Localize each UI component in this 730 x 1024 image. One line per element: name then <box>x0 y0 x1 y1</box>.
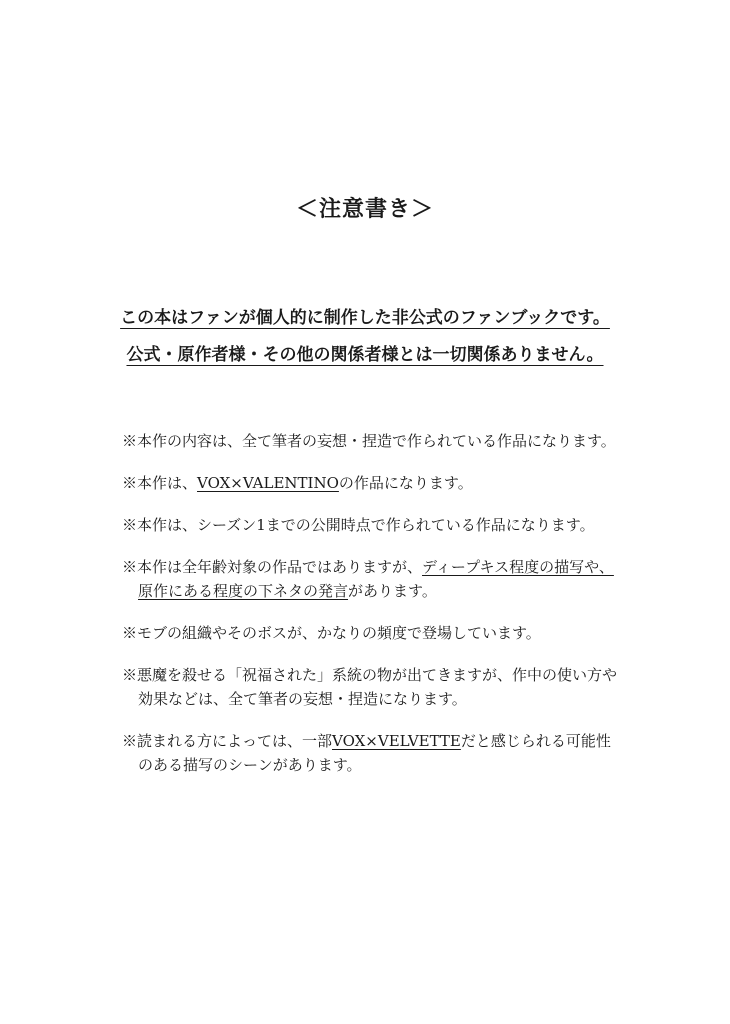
note-blessed-items <box>122 663 642 711</box>
notes-list <box>122 429 642 795</box>
note-text: ※本作の内容は、全て筆者の妄想・捏造で作られている作品になります。 <box>122 432 616 450</box>
disclaimer-line-2 <box>0 340 730 365</box>
pairing-name: VOX×VALENTINO <box>197 474 339 492</box>
note-content-rating <box>122 555 642 603</box>
note-emphasis: 原作にある程度の下ネタの発言 <box>138 582 349 600</box>
note-line-2: 効果などは、全て筆者の妄想・捏造になります。 <box>138 690 467 708</box>
note-season <box>122 513 642 537</box>
note-pairing <box>122 471 642 495</box>
note-line-2: のある描写のシーンがあります。 <box>138 756 362 774</box>
note-text: だと感じられる可能性 <box>460 732 611 750</box>
note-text: ※モブの組織やそのボスが、かなりの頻度で登場しています。 <box>122 624 541 642</box>
disclaimer-line-1 <box>0 303 730 328</box>
disclaimer-line-2-text: 公式・原作者様・その他の関係者様とは一切関係ありません。 <box>126 345 604 365</box>
note-text: ※本作は全年齢対象の作品ではありますが、 <box>122 558 423 576</box>
note-text: ※本作は、 <box>122 474 198 492</box>
note-text: ※読まれる方によっては、一部 <box>122 732 333 750</box>
note-text: ※悪魔を殺せる「祝福された」系統の物が出てきますが、作中の使い方や <box>122 666 618 684</box>
note-content-fiction <box>122 429 642 453</box>
note-secondary-pairing <box>122 729 642 777</box>
note-text: の作品になります。 <box>338 474 473 492</box>
pairing-name: VOX×VELVETTE <box>332 732 461 750</box>
page-title: ＜注意書き＞ <box>295 196 434 222</box>
note-text: があります。 <box>348 582 437 600</box>
disclaimer-line-1-text: この本はファンが個人的に制作した非公式のファンブックです。 <box>120 308 610 328</box>
note-line-2 <box>122 579 642 603</box>
note-emphasis: ディープキス程度の描写や、 <box>422 558 614 576</box>
note-text: ※本作は、シーズン1までの公開時点で作られている作品になります。 <box>122 516 595 534</box>
note-mob-organization <box>122 621 642 645</box>
